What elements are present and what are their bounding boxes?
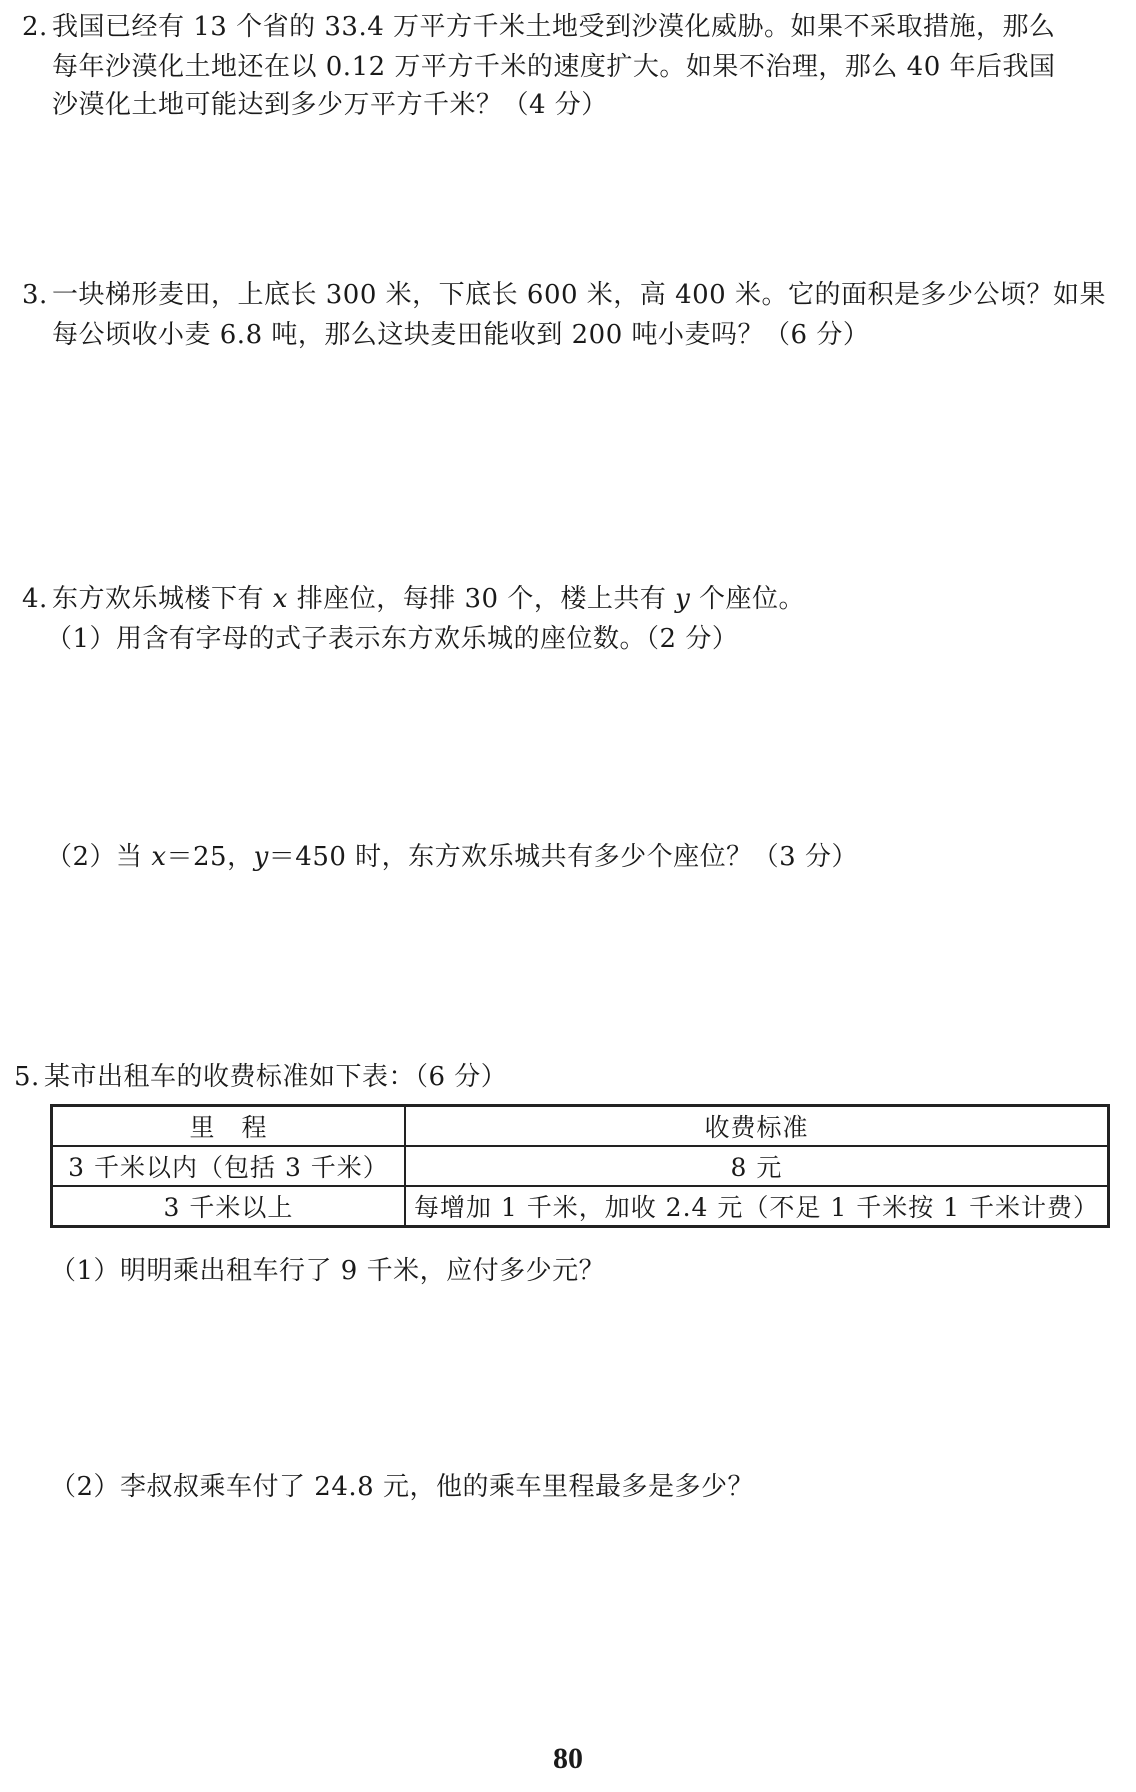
question-4-sub-2a: （2）当 xyxy=(46,842,152,872)
question-4-text-1c: 个座位。 xyxy=(690,584,806,614)
row2-fee: 每增加 1 千米，加收 2.4 元（不足 1 千米按 1 千米计费） xyxy=(405,1186,1109,1227)
sub2-variable-x: x xyxy=(151,842,167,872)
question-2-text-2: 每年沙漠化土地还在以 0.12 万平方千米的速度扩大。如果不治理，那么 40 年后我国 xyxy=(52,52,1056,82)
row1-mileage: 3 千米以内（包括 3 千米） xyxy=(52,1146,405,1186)
question-2-text-1: 我国已经有 13 个省的 33.4 万平方千米土地受到沙漠化威胁。如果不采取措施，那么 xyxy=(52,12,1056,42)
question-3-line-1 xyxy=(22,278,1106,312)
question-5-sub-2: （2）李叔叔乘车付了 24.8 元，他的乘车里程最多是多少？ xyxy=(50,1472,754,1502)
question-5-sub-1: （1）明明乘出租车行了 9 千米，应付多少元？ xyxy=(50,1256,606,1286)
question-3-text-1: 一块梯形麦田，上底长 300 米，下底长 600 米，高 400 米。它的面积是多少公顷？如果 xyxy=(52,280,1106,310)
row2-mileage: 3 千米以上 xyxy=(52,1186,405,1227)
question-3-text-2: 每公顷收小麦 6.8 吨，那么这块麦田能收到 200 吨小麦吗？（6 分） xyxy=(52,320,870,350)
question-2-line-1 xyxy=(22,10,1056,44)
sub2-variable-y: y xyxy=(253,842,269,872)
question-3-number: 3. xyxy=(22,280,48,310)
page-number: 80 xyxy=(553,1742,583,1775)
header-mileage: 里 程 xyxy=(52,1106,405,1147)
question-4-line-1 xyxy=(22,582,805,616)
question-2-text-3: 沙漠化土地可能达到多少万平方千米？（4 分） xyxy=(52,90,608,120)
question-4-sub-2c: ＝450 时，东方欢乐城共有多少个座位？（3 分） xyxy=(268,842,858,872)
variable-y: y xyxy=(675,584,691,614)
question-4-sub-2b: ＝25， xyxy=(166,842,254,872)
question-5-text-1: 某市出租车的收费标准如下表：（6 分） xyxy=(44,1062,508,1092)
header-fee: 收费标准 xyxy=(405,1106,1109,1147)
fare-table xyxy=(50,1104,1110,1228)
fare-table-row xyxy=(52,1146,1109,1186)
question-4-sub-2 xyxy=(46,840,858,874)
question-4-number: 4. xyxy=(22,584,48,614)
row1-fee: 8 元 xyxy=(405,1146,1109,1186)
variable-x: x xyxy=(272,584,288,614)
question-4-text-1b: 排座位，每排 30 个，楼上共有 xyxy=(287,584,676,614)
question-2-number: 2. xyxy=(22,12,48,42)
fare-table-header-row xyxy=(52,1106,1109,1147)
question-5-number: 5. xyxy=(14,1062,40,1092)
question-4-sub-1: （1）用含有字母的式子表示东方欢乐城的座位数。（2 分） xyxy=(46,624,739,654)
fare-table-row xyxy=(52,1186,1109,1227)
question-5-line-1 xyxy=(14,1060,507,1094)
question-4-text-1a: 东方欢乐城楼下有 xyxy=(52,584,273,614)
